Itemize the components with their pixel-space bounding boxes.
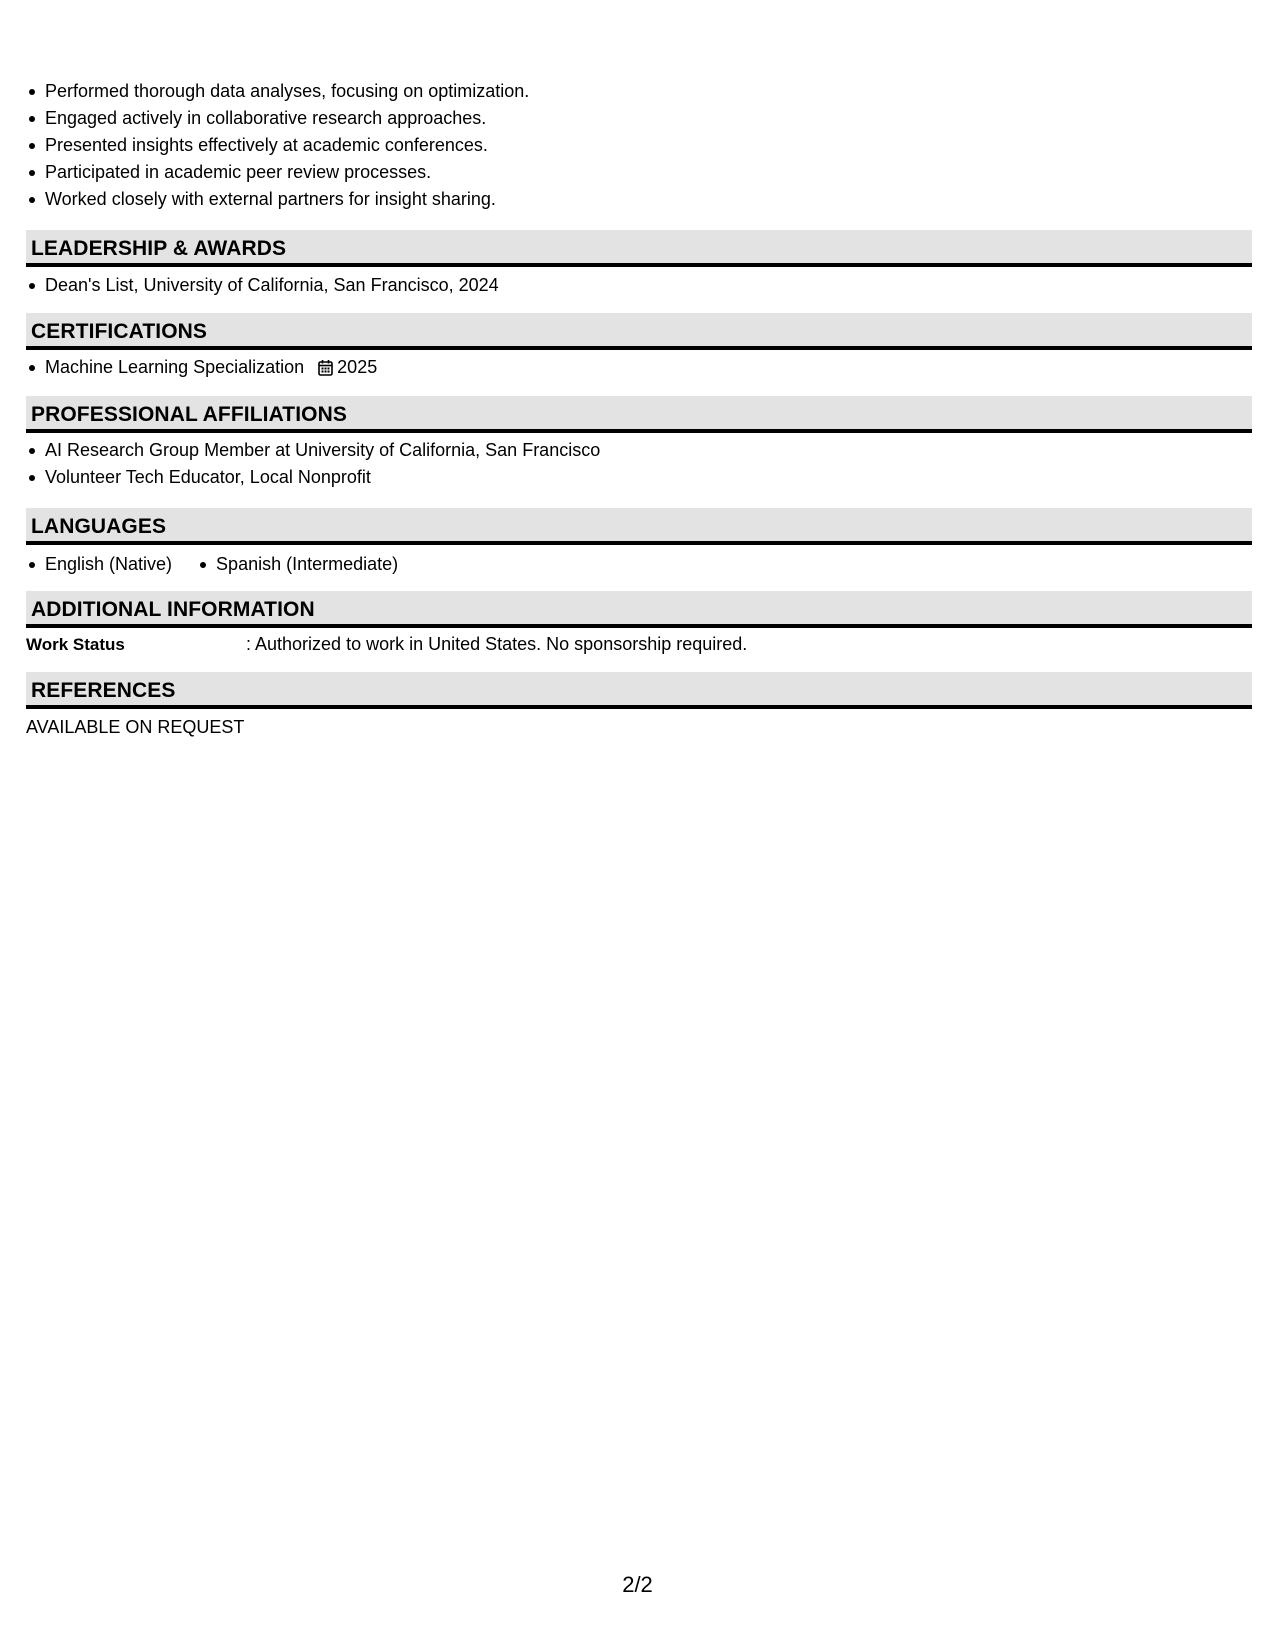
certification-item <box>45 354 1252 381</box>
experience-bullet: Worked closely with external partners for insight sharing. <box>45 186 1252 213</box>
certifications-list <box>26 354 1252 381</box>
page-number: 2/2 <box>622 1572 653 1597</box>
experience-bullet: Engaged actively in collaborative research approaches. <box>45 105 1252 132</box>
leadership-list <box>26 272 1252 299</box>
certifications-section-header: CERTIFICATIONS <box>26 313 1252 350</box>
languages-section-header: LANGUAGES <box>26 508 1252 545</box>
affiliations-list <box>26 437 1252 491</box>
language-item: English (Native) <box>45 551 172 578</box>
work-status-label: Work Status <box>26 635 125 654</box>
languages-list <box>26 551 1252 578</box>
references-section-header: REFERENCES <box>26 672 1252 709</box>
affiliations-section-header: PROFESSIONAL AFFILIATIONS <box>26 396 1252 433</box>
affiliation-item: Volunteer Tech Educator, Local Nonprofit <box>45 464 1252 491</box>
leadership-section-header: LEADERSHIP & AWARDS <box>26 230 1252 267</box>
award-item: Dean's List, University of California, San Francisco, 2024 <box>45 272 1252 299</box>
experience-bullet: Presented insights effectively at academic conferences. <box>45 132 1252 159</box>
experience-bullet: Performed thorough data analyses, focusing on optimization. <box>45 78 1252 105</box>
experience-bullet: Participated in academic peer review processes. <box>45 159 1252 186</box>
certification-year: 2025 <box>337 357 378 377</box>
additional-info-section-header: ADDITIONAL INFORMATION <box>26 591 1252 628</box>
certification-name: Machine Learning Specialization <box>45 357 305 377</box>
affiliation-item: AI Research Group Member at University of California, San Francisco <box>45 437 1252 464</box>
work-status-row <box>26 631 1252 658</box>
work-status-value: : Authorized to work in United States. No sponsorship required. <box>246 634 748 654</box>
resume-page <box>26 78 1252 741</box>
calendar-icon <box>318 359 333 376</box>
language-item: Spanish (Intermediate) <box>216 551 398 578</box>
experience-bullet-list <box>26 78 1252 213</box>
references-text: AVAILABLE ON REQUEST <box>26 717 245 737</box>
